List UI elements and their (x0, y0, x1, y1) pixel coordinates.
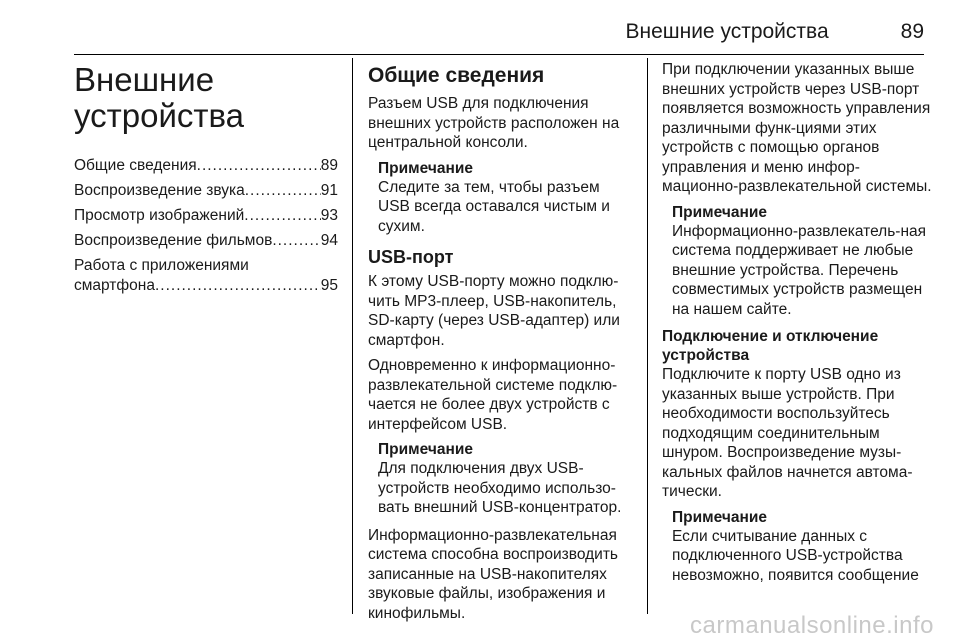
note-box (368, 159, 634, 237)
note-box (662, 508, 932, 586)
page-number: 89 (900, 20, 924, 43)
note-box (662, 203, 932, 320)
running-title: Внешние устройства (625, 20, 829, 43)
note-title: Примечание (672, 508, 767, 526)
subsection-heading: Подключение и отключение устройства (662, 328, 879, 364)
watermark-text: carmanualsonline.info (690, 612, 934, 639)
section-heading: Общие сведения (368, 64, 545, 87)
toc-entry-title: Работа с приложениями (74, 257, 249, 274)
toc-entry-page: 95 (320, 277, 338, 294)
toc-entry-title: Воспроизведение фильмов (74, 232, 273, 249)
toc-entry[interactable] (74, 256, 338, 296)
page-header (74, 20, 924, 55)
toc-entry-page: 91 (320, 182, 338, 199)
note-title: Примечание (378, 441, 473, 458)
note-text: Информационно-развлекатель-ная система поддерживает не любые внешние устройства. Перечень совместимых устройств размещен на нашем сайте. (672, 222, 927, 318)
toc-entry-title-cont: смартфона (74, 277, 155, 294)
toc-entry-title: Воспроизведение звука (74, 182, 245, 199)
paragraph: Одновременно к информационно-развлекательной системе подклю-чается не более двух устройств с интерфейсом USB. (368, 357, 618, 433)
note-text: Если считывание данных с подключенного USB-устройства невозможно, появится сообщение (672, 527, 919, 584)
paragraph: К этому USB-порту можно подклю-чить MP3-плеер, USB-накопитель, SD-карту (через USB-адаптер) или смартфон. (368, 273, 620, 349)
paragraph: Подключите к порту USB одно из указанных выше устройств. При необходимости воспользуйтесь подходящим соединительным шнуром. Воспроизведение музы-кальных файлов начнется автома-тически. (662, 366, 913, 500)
column-divider (647, 58, 648, 614)
content-column-3 (662, 60, 932, 593)
toc-entry[interactable] (74, 231, 338, 251)
paragraph: Информационно-развлекательная система способна воспроизводить записанные на USB-накопителях звуковые файлы, изображения и кинофильмы. (368, 526, 619, 622)
column-divider (352, 58, 353, 614)
chapter-title-line: устройства (74, 97, 245, 134)
toc-entry[interactable] (74, 181, 338, 201)
chapter-title-line: Внешние (74, 61, 215, 98)
note-text: Для подключения двух USB-устройств необходимо использо-вать внешний USB-концентратор. (378, 460, 622, 516)
paragraph: При подключении указанных выше внешних устройств через USB-порт появляется возможность управления различными функ-циями этих устройств с помощью органов управления и меню инфор-мационно-развлекательной системы. (662, 61, 932, 195)
toc-entry-title: Общие сведения (74, 157, 197, 174)
toc-column (74, 60, 338, 301)
note-title: Примечание (672, 203, 767, 221)
paragraph: Разъем USB для подключения внешних устройств расположен на центральной консоли. (368, 95, 620, 151)
note-text: Следите за тем, чтобы разъем USB всегда оставался чистым и сухим. (378, 178, 610, 235)
subsection-heading: USB-порт (368, 247, 454, 267)
toc-entry[interactable] (74, 206, 338, 226)
chapter-title (74, 62, 338, 134)
toc-entry-page: 94 (320, 232, 338, 249)
toc-entry-page: 89 (320, 157, 338, 174)
content-column-2 (368, 60, 634, 629)
note-box (368, 440, 634, 518)
toc-entry-title: Просмотр изображений (74, 207, 245, 224)
note-title: Примечание (378, 159, 473, 177)
toc-entry-page: 93 (320, 207, 338, 224)
toc-entry[interactable] (74, 156, 338, 176)
